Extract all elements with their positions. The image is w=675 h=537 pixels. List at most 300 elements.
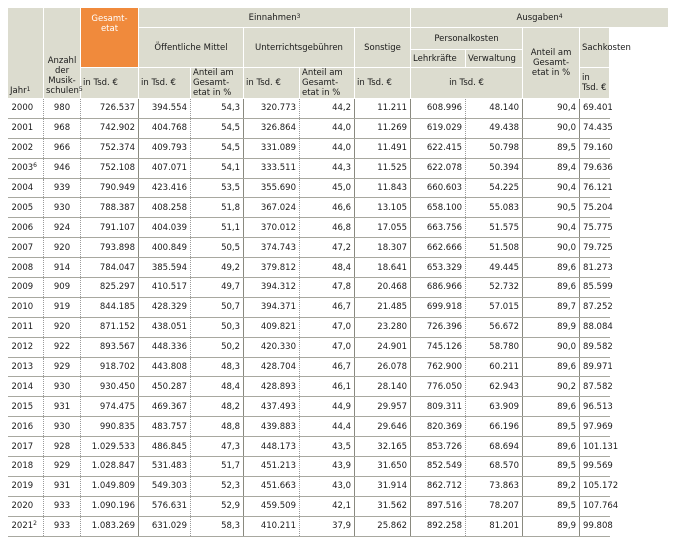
header-verwaltung: Verwaltung	[466, 50, 523, 68]
unterricht-anteil-cell: 46,6	[300, 198, 355, 218]
ausgaben-anteil-cell: 89,6	[523, 258, 580, 278]
anzahl-cell: 922	[44, 337, 81, 357]
header-ausgaben: Ausgaben$^4$	[411, 8, 669, 28]
verwaltung-cell: 66.196	[466, 417, 523, 437]
jahr-cell: 2009	[8, 278, 44, 298]
unterricht-anteil-cell: 37,9	[300, 516, 355, 536]
unterricht-anteil-cell: 44,0	[300, 118, 355, 138]
unterricht-cell: 428.893	[244, 377, 300, 397]
ausgaben-anteil-cell: 89,9	[523, 516, 580, 536]
oeffentliche-anteil-cell: 50,3	[191, 317, 244, 337]
gesamtetat-cell: 1.083.269	[81, 516, 139, 536]
jahr-cell: 2001	[8, 118, 44, 138]
unit-unterricht: in Tsd. €	[244, 68, 300, 99]
header-jahr: Jahr$^1$	[8, 8, 44, 99]
lehrkraefte-cell: 853.726	[411, 437, 466, 457]
sachkosten-cell: 88.084	[580, 317, 610, 337]
oeffentliche-anteil-cell: 54,5	[191, 118, 244, 138]
table-row	[8, 337, 669, 357]
lehrkraefte-cell: 862.712	[411, 476, 466, 496]
sonstige-cell: 26.078	[355, 357, 411, 377]
oeffentliche-cell: 409.793	[139, 138, 191, 158]
gesamtetat-cell: 825.297	[81, 278, 139, 298]
gesamtetat-cell: 793.898	[81, 238, 139, 258]
anzahl-cell: 924	[44, 218, 81, 238]
oeffentliche-cell: 428.329	[139, 297, 191, 317]
anzahl-cell: 929	[44, 357, 81, 377]
lehrkraefte-cell: 745.126	[411, 337, 466, 357]
ausgaben-anteil-cell: 90,2	[523, 377, 580, 397]
unit-personalkosten: in Tsd. €	[411, 68, 523, 99]
anzahl-cell: 930	[44, 198, 81, 218]
unit-gesamtetat: in Tsd. €	[81, 68, 139, 99]
lehrkraefte-cell: 653.329	[411, 258, 466, 278]
table-row	[8, 397, 669, 417]
gesamtetat-cell: 726.537	[81, 99, 139, 119]
verwaltung-cell: 68.694	[466, 437, 523, 457]
lehrkraefte-cell: 762.900	[411, 357, 466, 377]
ausgaben-anteil-cell: 90,0	[523, 238, 580, 258]
gesamtetat-cell: 844.185	[81, 297, 139, 317]
header-sonstige: Sonstige	[355, 28, 411, 68]
unterricht-anteil-cell: 45,0	[300, 178, 355, 198]
table-row	[8, 238, 669, 258]
anteil-oeffentliche: Anteil am Gesamt-etat in %	[191, 68, 244, 99]
sonstige-cell: 29.646	[355, 417, 411, 437]
sonstige-cell: 13.105	[355, 198, 411, 218]
sonstige-cell: 23.280	[355, 317, 411, 337]
table-row	[8, 297, 669, 317]
verwaltung-cell: 58.780	[466, 337, 523, 357]
anzahl-cell: 946	[44, 158, 81, 178]
unterricht-anteil-cell: 46,7	[300, 357, 355, 377]
oeffentliche-anteil-cell: 51,8	[191, 198, 244, 218]
oeffentliche-cell: 443.808	[139, 357, 191, 377]
verwaltung-cell: 81.201	[466, 516, 523, 536]
jahr-cell: 2000	[8, 99, 44, 119]
oeffentliche-cell: 385.594	[139, 258, 191, 278]
oeffentliche-anteil-cell: 48,4	[191, 377, 244, 397]
ausgaben-anteil-cell: 89,5	[523, 138, 580, 158]
oeffentliche-anteil-cell: 51,7	[191, 457, 244, 477]
gesamtetat-cell: 1.029.533	[81, 437, 139, 457]
oeffentliche-cell: 408.258	[139, 198, 191, 218]
oeffentliche-cell: 404.039	[139, 218, 191, 238]
oeffentliche-anteil-cell: 47,3	[191, 437, 244, 457]
unterricht-cell: 331.089	[244, 138, 300, 158]
unterricht-anteil-cell: 43,0	[300, 476, 355, 496]
verwaltung-cell: 60.211	[466, 357, 523, 377]
anzahl-cell: 920	[44, 317, 81, 337]
header-lehrkraefte: Lehrkräfte	[411, 50, 466, 68]
gesamtetat-cell: 974.475	[81, 397, 139, 417]
ausgaben-anteil-cell: 90,4	[523, 218, 580, 238]
oeffentliche-anteil-cell: 53,5	[191, 178, 244, 198]
jahr-cell: 2015	[8, 397, 44, 417]
unterricht-cell: 448.173	[244, 437, 300, 457]
unterricht-anteil-cell: 44,2	[300, 99, 355, 119]
sonstige-cell: 31.914	[355, 476, 411, 496]
verwaltung-cell: 68.570	[466, 457, 523, 477]
table-row	[8, 118, 669, 138]
ausgaben-anteil-cell: 89,6	[523, 357, 580, 377]
unterricht-anteil-cell: 44,3	[300, 158, 355, 178]
header-oeffentliche-mittel: Öffentliche Mittel	[139, 28, 244, 68]
jahr-cell: 2002	[8, 138, 44, 158]
sachkosten-cell: 81.273	[580, 258, 610, 278]
sonstige-cell: 11.491	[355, 138, 411, 158]
sonstige-cell: 29.957	[355, 397, 411, 417]
lehrkraefte-cell: 892.258	[411, 516, 466, 536]
unterricht-anteil-cell: 46,8	[300, 218, 355, 238]
unterricht-cell: 394.371	[244, 297, 300, 317]
sonstige-cell: 18.307	[355, 238, 411, 258]
sonstige-cell: 11.525	[355, 158, 411, 178]
verwaltung-cell: 49.438	[466, 118, 523, 138]
table-body	[8, 99, 669, 537]
sachkosten-cell: 89.582	[580, 337, 610, 357]
lehrkraefte-cell: 660.603	[411, 178, 466, 198]
verwaltung-cell: 51.575	[466, 218, 523, 238]
ausgaben-anteil-cell: 90,4	[523, 99, 580, 119]
jahr-cell: 2006	[8, 218, 44, 238]
oeffentliche-anteil-cell: 52,3	[191, 476, 244, 496]
lehrkraefte-cell: 622.078	[411, 158, 466, 178]
sachkosten-cell: 69.401	[580, 99, 610, 119]
sachkosten-cell: 89.971	[580, 357, 610, 377]
header-sachkosten: Sachkosten	[580, 28, 610, 68]
gesamtetat-cell: 788.387	[81, 198, 139, 218]
oeffentliche-cell: 483.757	[139, 417, 191, 437]
lehrkraefte-cell: 619.029	[411, 118, 466, 138]
lehrkraefte-cell: 658.100	[411, 198, 466, 218]
unterricht-cell: 420.330	[244, 337, 300, 357]
oeffentliche-anteil-cell: 49,2	[191, 258, 244, 278]
table-row	[8, 198, 669, 218]
unterricht-cell: 410.211	[244, 516, 300, 536]
table-row	[8, 476, 669, 496]
anzahl-cell: 930	[44, 377, 81, 397]
table-row	[8, 457, 669, 477]
unterricht-anteil-cell: 42,1	[300, 496, 355, 516]
unterricht-anteil-cell: 43,9	[300, 457, 355, 477]
sachkosten-cell: 99.808	[580, 516, 610, 536]
sachkosten-cell: 85.599	[580, 278, 610, 298]
sonstige-cell: 21.485	[355, 297, 411, 317]
ausgaben-anteil-cell: 89,4	[523, 158, 580, 178]
musikschulen-finanzen-table	[7, 7, 669, 537]
unterricht-cell: 451.663	[244, 476, 300, 496]
gesamtetat-cell: 1.090.196	[81, 496, 139, 516]
oeffentliche-anteil-cell: 58,3	[191, 516, 244, 536]
lehrkraefte-cell: 622.415	[411, 138, 466, 158]
anzahl-cell: 966	[44, 138, 81, 158]
unterricht-cell: 379.812	[244, 258, 300, 278]
unit-sachkosten: in Tsd. €	[580, 68, 610, 99]
gesamtetat-cell: 1.049.809	[81, 476, 139, 496]
unterricht-anteil-cell: 47,0	[300, 317, 355, 337]
sachkosten-cell: 75.204	[580, 198, 610, 218]
unterricht-cell: 439.883	[244, 417, 300, 437]
unterricht-cell: 367.024	[244, 198, 300, 218]
unterricht-anteil-cell: 47,2	[300, 238, 355, 258]
oeffentliche-anteil-cell: 54,1	[191, 158, 244, 178]
verwaltung-cell: 55.083	[466, 198, 523, 218]
jahr-cell: 2008	[8, 258, 44, 278]
sonstige-cell: 11.843	[355, 178, 411, 198]
oeffentliche-anteil-cell: 48,8	[191, 417, 244, 437]
verwaltung-cell: 54.225	[466, 178, 523, 198]
oeffentliche-cell: 410.517	[139, 278, 191, 298]
jahr-cell: 2019	[8, 476, 44, 496]
oeffentliche-cell: 448.336	[139, 337, 191, 357]
verwaltung-cell: 62.943	[466, 377, 523, 397]
sonstige-cell: 11.211	[355, 99, 411, 119]
unit-sonstige: in Tsd. €	[355, 68, 411, 99]
gesamtetat-cell: 752.374	[81, 138, 139, 158]
gesamtetat-cell: 752.108	[81, 158, 139, 178]
oeffentliche-anteil-cell: 48,3	[191, 357, 244, 377]
unterricht-cell: 374.743	[244, 238, 300, 258]
table-row	[8, 377, 669, 397]
sachkosten-cell: 101.131	[580, 437, 610, 457]
table-row	[8, 178, 669, 198]
sachkosten-cell: 76.121	[580, 178, 610, 198]
table-row	[8, 417, 669, 437]
ausgaben-anteil-cell: 89,2	[523, 476, 580, 496]
table-row	[8, 158, 669, 178]
anzahl-cell: 939	[44, 178, 81, 198]
oeffentliche-anteil-cell: 49,7	[191, 278, 244, 298]
sachkosten-cell: 75.775	[580, 218, 610, 238]
sonstige-cell: 17.055	[355, 218, 411, 238]
anzahl-cell: 914	[44, 258, 81, 278]
table-row	[8, 516, 669, 536]
unterricht-anteil-cell: 43,5	[300, 437, 355, 457]
jahr-cell: 2014	[8, 377, 44, 397]
anzahl-cell: 930	[44, 417, 81, 437]
oeffentliche-anteil-cell: 52,9	[191, 496, 244, 516]
ausgaben-anteil-cell: 89,7	[523, 297, 580, 317]
verwaltung-cell: 56.672	[466, 317, 523, 337]
jahr-cell: 2005	[8, 198, 44, 218]
jahr-cell: 2004	[8, 178, 44, 198]
oeffentliche-anteil-cell: 54,3	[191, 99, 244, 119]
anzahl-cell: 920	[44, 238, 81, 258]
unit-oeffentliche: in Tsd. €	[139, 68, 191, 99]
sachkosten-cell: 99.569	[580, 457, 610, 477]
table-row	[8, 138, 669, 158]
table-row	[8, 317, 669, 337]
gesamtetat-cell: 742.902	[81, 118, 139, 138]
lehrkraefte-cell: 663.756	[411, 218, 466, 238]
unterricht-cell: 355.690	[244, 178, 300, 198]
verwaltung-cell: 50.798	[466, 138, 523, 158]
jahr-cell: 2018	[8, 457, 44, 477]
table-row	[8, 218, 669, 238]
jahr-cell: 2003$^6$	[8, 158, 44, 178]
table-row	[8, 258, 669, 278]
ausgaben-anteil-cell: 89,6	[523, 397, 580, 417]
sonstige-cell: 25.862	[355, 516, 411, 536]
sonstige-cell: 28.140	[355, 377, 411, 397]
header-anzahl: Anzahl der Musik-schulen$^5$	[44, 8, 81, 99]
jahr-cell: 2020	[8, 496, 44, 516]
unterricht-cell: 370.012	[244, 218, 300, 238]
unterricht-cell: 333.511	[244, 158, 300, 178]
header-einnahmen: Einnahmen$^3$	[139, 8, 411, 28]
gesamtetat-cell: 790.949	[81, 178, 139, 198]
lehrkraefte-cell: 686.966	[411, 278, 466, 298]
unterricht-anteil-cell: 46,1	[300, 377, 355, 397]
oeffentliche-cell: 394.554	[139, 99, 191, 119]
sonstige-cell: 31.650	[355, 457, 411, 477]
anteil-unterricht: Anteil am Gesamt-etat in %	[300, 68, 355, 99]
ausgaben-anteil-cell: 89,9	[523, 317, 580, 337]
oeffentliche-anteil-cell: 50,2	[191, 337, 244, 357]
verwaltung-cell: 52.732	[466, 278, 523, 298]
jahr-cell: 2007	[8, 238, 44, 258]
ausgaben-anteil-cell: 90,0	[523, 118, 580, 138]
verwaltung-cell: 48.140	[466, 99, 523, 119]
unterricht-anteil-cell: 47,8	[300, 278, 355, 298]
lehrkraefte-cell: 662.666	[411, 238, 466, 258]
oeffentliche-cell: 407.071	[139, 158, 191, 178]
anzahl-cell: 980	[44, 99, 81, 119]
sachkosten-cell: 105.172	[580, 476, 610, 496]
header-personalkosten: Personalkosten	[411, 28, 523, 50]
ausgaben-anteil-cell: 89,5	[523, 417, 580, 437]
header-unterrichtsgebuehren: Unterrichtsgebühren	[244, 28, 355, 68]
unterricht-cell: 428.704	[244, 357, 300, 377]
lehrkraefte-cell: 820.369	[411, 417, 466, 437]
jahr-cell: 2013	[8, 357, 44, 377]
unterricht-cell: 394.312	[244, 278, 300, 298]
sachkosten-cell: 74.435	[580, 118, 610, 138]
anzahl-cell: 931	[44, 397, 81, 417]
unterricht-anteil-cell: 47,0	[300, 337, 355, 357]
ausgaben-anteil-cell: 89,6	[523, 278, 580, 298]
oeffentliche-cell: 549.303	[139, 476, 191, 496]
gesamtetat-cell: 918.702	[81, 357, 139, 377]
oeffentliche-cell: 486.845	[139, 437, 191, 457]
verwaltung-cell: 63.909	[466, 397, 523, 417]
gesamtetat-cell: 1.028.847	[81, 457, 139, 477]
lehrkraefte-cell: 852.549	[411, 457, 466, 477]
anzahl-cell: 909	[44, 278, 81, 298]
oeffentliche-cell: 400.849	[139, 238, 191, 258]
unterricht-anteil-cell: 44,4	[300, 417, 355, 437]
ausgaben-anteil-cell: 90,0	[523, 337, 580, 357]
oeffentliche-cell: 423.416	[139, 178, 191, 198]
oeffentliche-anteil-cell: 54,5	[191, 138, 244, 158]
lehrkraefte-cell: 608.996	[411, 99, 466, 119]
oeffentliche-anteil-cell: 50,7	[191, 297, 244, 317]
gesamtetat-cell: 784.047	[81, 258, 139, 278]
verwaltung-cell: 50.394	[466, 158, 523, 178]
unterricht-anteil-cell: 46,7	[300, 297, 355, 317]
gesamtetat-cell: 990.835	[81, 417, 139, 437]
jahr-cell: 2021$^2$	[8, 516, 44, 536]
oeffentliche-cell: 576.631	[139, 496, 191, 516]
table-row	[8, 278, 669, 298]
jahr-cell: 2012	[8, 337, 44, 357]
jahr-cell: 2016	[8, 417, 44, 437]
anzahl-cell: 933	[44, 516, 81, 536]
table-row	[8, 496, 669, 516]
anzahl-cell: 931	[44, 476, 81, 496]
sachkosten-cell: 79.636	[580, 158, 610, 178]
unterricht-cell: 459.509	[244, 496, 300, 516]
oeffentliche-cell: 450.287	[139, 377, 191, 397]
gesamtetat-cell: 930.450	[81, 377, 139, 397]
lehrkraefte-cell: 809.311	[411, 397, 466, 417]
sonstige-cell: 31.562	[355, 496, 411, 516]
sonstige-cell: 11.269	[355, 118, 411, 138]
lehrkraefte-cell: 726.396	[411, 317, 466, 337]
oeffentliche-anteil-cell: 48,2	[191, 397, 244, 417]
sonstige-cell: 32.165	[355, 437, 411, 457]
gesamtetat-cell: 893.567	[81, 337, 139, 357]
lehrkraefte-cell: 897.516	[411, 496, 466, 516]
anzahl-cell: 968	[44, 118, 81, 138]
jahr-cell: 2010	[8, 297, 44, 317]
unterricht-anteil-cell: 44,9	[300, 397, 355, 417]
unterricht-cell: 409.821	[244, 317, 300, 337]
header-gesamtetat: Gesamt-etat	[81, 8, 139, 68]
anzahl-cell: 929	[44, 457, 81, 477]
table-row	[8, 437, 669, 457]
oeffentliche-cell: 631.029	[139, 516, 191, 536]
sachkosten-cell: 79.725	[580, 238, 610, 258]
table-row	[8, 357, 669, 377]
lehrkraefte-cell: 699.918	[411, 297, 466, 317]
unterricht-cell: 326.864	[244, 118, 300, 138]
sachkosten-cell: 107.764	[580, 496, 610, 516]
sachkosten-cell: 79.160	[580, 138, 610, 158]
sachkosten-cell: 87.252	[580, 297, 610, 317]
lehrkraefte-cell: 776.050	[411, 377, 466, 397]
oeffentliche-cell: 438.051	[139, 317, 191, 337]
sachkosten-cell: 87.582	[580, 377, 610, 397]
sachkosten-cell: 96.513	[580, 397, 610, 417]
sonstige-cell: 24.901	[355, 337, 411, 357]
gesamtetat-cell: 871.152	[81, 317, 139, 337]
anzahl-cell: 919	[44, 297, 81, 317]
oeffentliche-cell: 531.483	[139, 457, 191, 477]
table-row	[8, 99, 669, 119]
oeffentliche-cell: 469.367	[139, 397, 191, 417]
anzahl-cell: 928	[44, 437, 81, 457]
ausgaben-anteil-cell: 89,6	[523, 437, 580, 457]
unterricht-anteil-cell: 48,4	[300, 258, 355, 278]
ausgaben-anteil-cell: 90,5	[523, 198, 580, 218]
verwaltung-cell: 73.863	[466, 476, 523, 496]
ausgaben-anteil-cell: 89,5	[523, 496, 580, 516]
anzahl-cell: 933	[44, 496, 81, 516]
gesamtetat-cell: 791.107	[81, 218, 139, 238]
verwaltung-cell: 78.207	[466, 496, 523, 516]
header-anteil-ausgaben: Anteil am Gesamt-etat in %	[523, 28, 580, 99]
ausgaben-anteil-cell: 89,5	[523, 457, 580, 477]
unterricht-cell: 320.773	[244, 99, 300, 119]
jahr-cell: 2011	[8, 317, 44, 337]
unterricht-cell: 451.213	[244, 457, 300, 477]
oeffentliche-anteil-cell: 50,5	[191, 238, 244, 258]
sonstige-cell: 20.468	[355, 278, 411, 298]
sonstige-cell: 18.641	[355, 258, 411, 278]
jahr-cell: 2017	[8, 437, 44, 457]
